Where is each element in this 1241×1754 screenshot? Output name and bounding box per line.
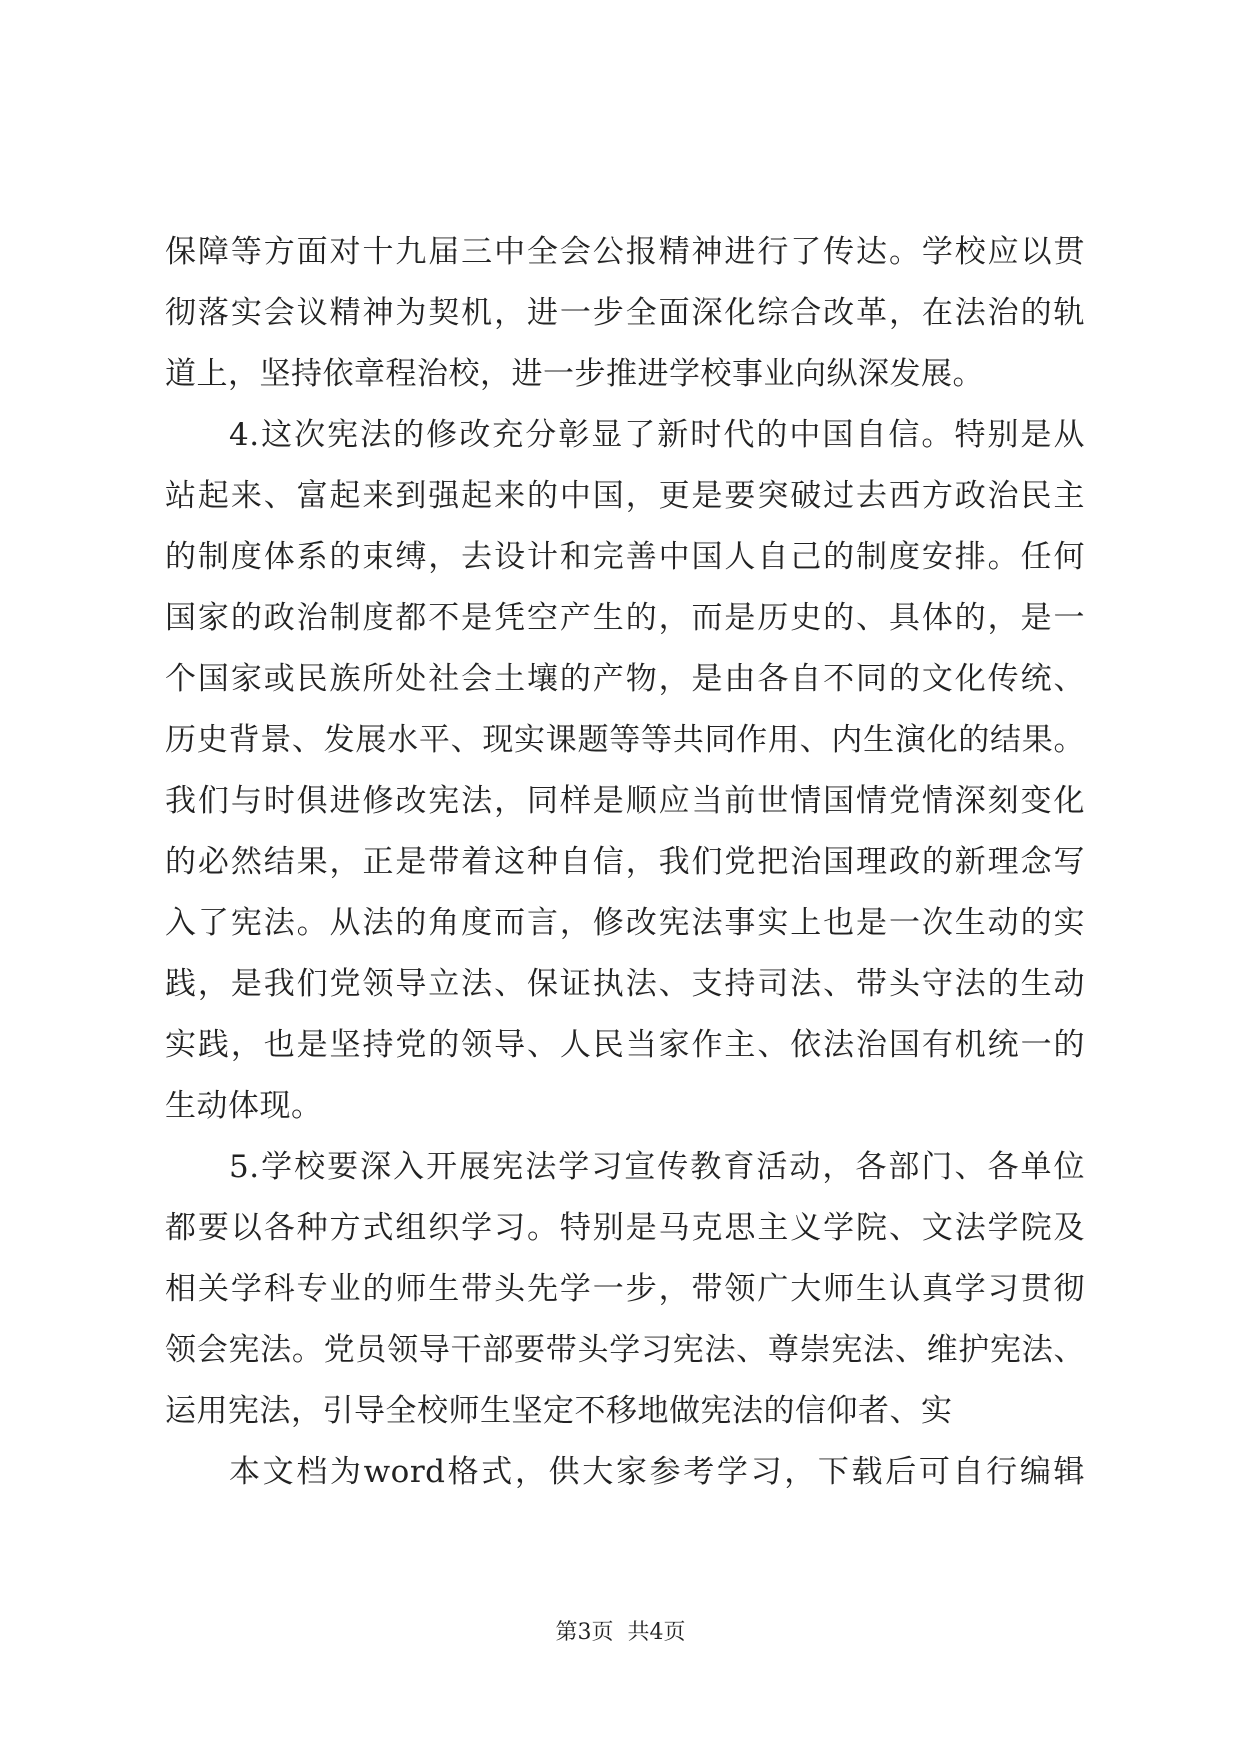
paragraph-line: 国家的政治制度都不是凭空产生的，而是历史的、具体的，是一 <box>165 600 1085 636</box>
page-number: 第3页 共4页 <box>555 1620 686 1645</box>
download-note: 本文档为word格式，供大家参考学习，下载后可自行编辑 <box>229 1454 1085 1490</box>
paragraph-line: 的制度体系的束缚，去设计和完善中国人自己的制度安排。任何 <box>165 539 1085 575</box>
paragraph-line: 保障等方面对十九届三中全会公报精神进行了传达。学校应以贯 <box>165 234 1085 270</box>
paragraph-line: 道上，坚持依章程治校，进一步推进学校事业向纵深发展。 <box>165 356 984 392</box>
paragraph-line: 站起来、富起来到强起来的中国，更是要突破过去西方政治民主 <box>165 478 1085 514</box>
paragraph-line: 彻落实会议精神为契机，进一步全面深化综合改革，在法治的轨 <box>165 295 1085 331</box>
page-footer <box>0 1618 1241 1648</box>
paragraph-line: 领会宪法。党员领导干部要带头学习宪法、尊崇宪法、维护宪法、 <box>165 1332 1085 1368</box>
paragraph-line: 入了宪法。从法的角度而言，修改宪法事实上也是一次生动的实 <box>165 905 1085 941</box>
paragraph-line: 个国家或民族所处社会土壤的产物，是由各自不同的文化传统、 <box>165 661 1085 697</box>
paragraph-line: 都要以各种方式组织学习。特别是马克思主义学院、文法学院及 <box>165 1210 1085 1246</box>
paragraph-line: 实践，也是坚持党的领导、人民当家作主、依法治国有机统一的 <box>165 1027 1085 1063</box>
paragraph-line: 的必然结果，正是带着这种自信，我们党把治国理政的新理念写 <box>165 844 1085 880</box>
paragraph-line: 运用宪法，引导全校师生坚定不移地做宪法的信仰者、实 <box>165 1393 953 1429</box>
paragraph-line: 相关学科专业的师生带头先学一步，带领广大师生认真学习贯彻 <box>165 1271 1085 1307</box>
paragraph-line: 5.学校要深入开展宪法学习宣传教育活动，各部门、各单位 <box>229 1149 1085 1185</box>
paragraph-line: 践，是我们党领导立法、保证执法、支持司法、带头守法的生动 <box>165 966 1085 1002</box>
paragraph-line: 生动体现。 <box>165 1088 323 1124</box>
paragraph-line: 4.这次宪法的修改充分彰显了新时代的中国自信。特别是从 <box>229 417 1085 453</box>
paragraph-line: 我们与时俱进修改宪法，同样是顺应当前世情国情党情深刻变化 <box>165 783 1085 819</box>
paragraph-line: 历史背景、发展水平、现实课题等等共同作用、内生演化的结果。 <box>165 722 1085 758</box>
